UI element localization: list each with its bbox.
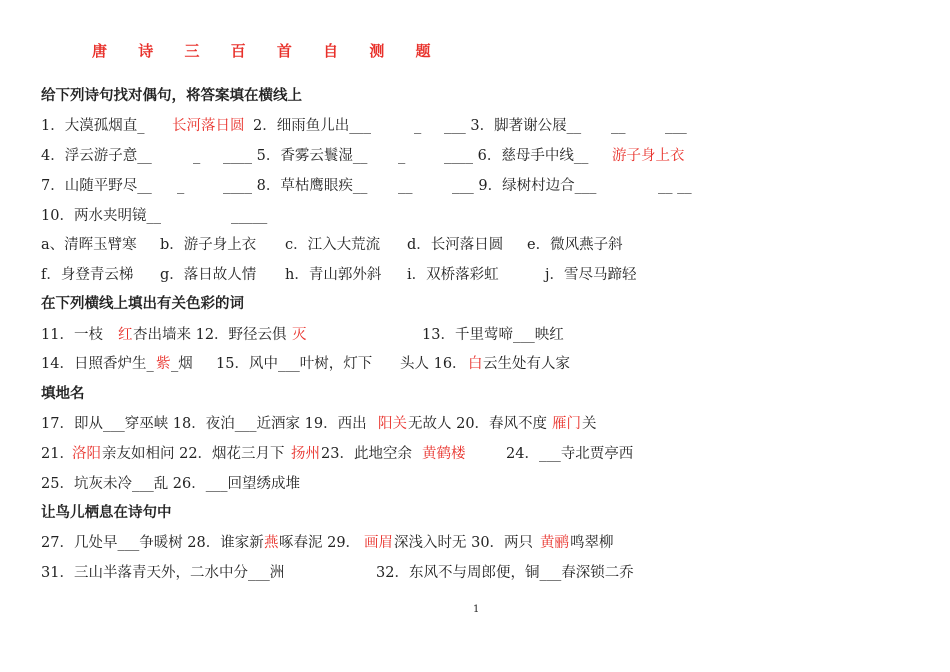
section-heading-pairing: 给下列诗句找对偶句，将答案填在横线上: [41, 88, 302, 104]
question-3-text: ___ 3．脚著谢公屐__: [444, 118, 582, 134]
question-17-19-text: 17．即从___穿巫峡 18．夜泊___近酒家 19．西出: [41, 416, 367, 432]
answer-14: 紫: [156, 356, 171, 372]
question-16-text: 云生处有人家: [483, 356, 570, 372]
blank-10: _____: [231, 208, 268, 224]
answer-28: 燕: [264, 535, 279, 551]
blank-4: _: [193, 148, 201, 164]
answer-23: 黄鹤楼: [422, 446, 466, 462]
blank-7: _: [177, 178, 185, 194]
question-12-text: 杏出墙来 12．野径云俱: [133, 327, 287, 343]
option-d: d．长河落日圆: [407, 237, 504, 253]
answer-1: 长河落日圆: [172, 118, 245, 134]
option-g: g．落日故人情: [160, 267, 257, 283]
question-7-text: 7．山随平野尽__: [41, 178, 152, 194]
answer-21: 洛阳: [72, 446, 101, 462]
blank-2: _: [414, 118, 422, 134]
blank-3a: __: [611, 118, 626, 134]
question-23-text: 23．此地空余: [321, 446, 412, 462]
answer-29: 画眉: [364, 535, 393, 551]
question-15-text: 15．风中___叶树，灯下: [216, 356, 373, 372]
question-21-num: 21．: [41, 446, 74, 462]
option-j: j．雪尽马蹄轻: [545, 267, 637, 283]
question-9-text: ___ 9．绿树村边合___: [452, 178, 597, 194]
option-f: f．身登青云梯: [41, 267, 134, 283]
page-title: 唐 诗 三 百 首 自 测 题: [92, 42, 444, 60]
question-10-text: 10．两水夹明镜__: [41, 208, 161, 224]
question-30-tail: 鸣翠柳: [570, 535, 614, 551]
option-e: e．微风燕子斜: [527, 237, 623, 253]
answer-6: 游子身上衣: [612, 148, 685, 164]
option-a: a、清晖玉臂寒: [41, 237, 137, 253]
blank-8: __: [398, 178, 413, 194]
question-line-25: 25．坑灰未冷___乱 26．___回望绣成堆: [41, 476, 301, 492]
question-27-28-text: 27．几处早___争暖树 28．谁家新: [41, 535, 264, 551]
question-21-22-text: 亲友如相问 22．烟花三月下: [102, 446, 285, 462]
question-20-tail: 关: [582, 416, 597, 432]
question-30-text: 深浅入时无 30．两只: [394, 535, 534, 551]
question-20-text: 无故人 20．春风不度: [408, 416, 548, 432]
question-14-text: 14．日照香炉生_: [41, 356, 154, 372]
question-5-text: ____ 5．香雾云鬟湿__: [223, 148, 368, 164]
answer-11: 红: [118, 327, 133, 343]
question-32-text: 32．东风不与周郎便，铜___春深锁二乔: [376, 565, 634, 581]
section-heading-birds: 让鸟儿栖息在诗句中: [41, 505, 172, 521]
question-11-text: 11．一枝: [41, 327, 103, 343]
question-31-text: 31．三山半落青天外，二水中分___洲: [41, 565, 285, 581]
question-15-tail: 头人 16．: [400, 356, 467, 372]
option-b: b．游子身上衣: [160, 237, 257, 253]
answer-12: 灭: [292, 327, 307, 343]
blank-5: _: [398, 148, 406, 164]
question-8-text: ____ 8．草枯鹰眼疾__: [223, 178, 368, 194]
question-14-tail: _烟: [171, 356, 193, 372]
option-h: h．青山郭外斜: [285, 267, 382, 283]
option-i: i．双桥落彩虹: [407, 267, 499, 283]
page-number: 1: [473, 604, 480, 615]
answer-20: 雁门: [552, 416, 581, 432]
question-24-text: 24．___寺北贾亭西: [506, 446, 634, 462]
question-2-text: 2．细雨鱼儿出___: [253, 118, 371, 134]
blank-3b: ___: [665, 118, 687, 134]
section-heading-places: 填地名: [41, 386, 85, 402]
question-6-text: ____ 6．慈母手中线__: [444, 148, 589, 164]
answer-16: 白: [468, 356, 483, 372]
answer-22: 扬州: [291, 446, 320, 462]
option-c: c．江入大荒流: [285, 237, 381, 253]
question-29-num: 啄春泥 29．: [279, 535, 361, 551]
blank-9: __ __: [658, 178, 692, 194]
answer-30: 黄鹂: [540, 535, 569, 551]
question-4-text: 4．浮云游子意__: [41, 148, 152, 164]
question-13-text: 13．千里莺啼___映红: [422, 327, 564, 343]
question-1-text: 1．大漠孤烟直_: [41, 118, 145, 134]
answer-19: 阳关: [378, 416, 407, 432]
section-heading-colors: 在下列横线上填出有关色彩的词: [41, 296, 244, 312]
